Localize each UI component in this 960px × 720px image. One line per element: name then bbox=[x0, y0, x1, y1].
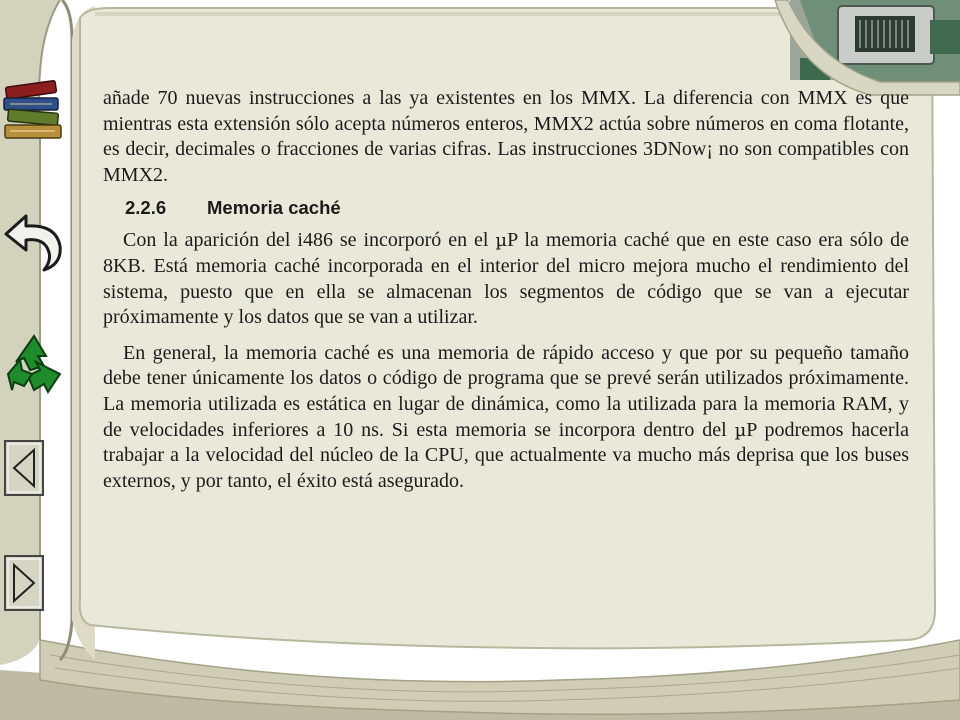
paragraph-text: En general, la memoria caché es una memoria de rápido acceso y que por su pequeño tamaño debe tener únicamente los datos o código de programa que se prevé serán utilizados próximamente. La memoria utilizada es estática en lugar de dinámica, como la utilizada para la memoria RAM, y de velocidades inferiores a 10 ns. Si esta memoria se incorpora dentro del bbox=[103, 341, 909, 441]
recycle-icon[interactable] bbox=[0, 330, 68, 398]
prev-page-icon[interactable] bbox=[4, 440, 44, 496]
paragraph-cache-intro bbox=[103, 228, 909, 330]
section-title: Memoria caché bbox=[207, 197, 341, 219]
next-page-icon[interactable] bbox=[4, 555, 44, 611]
document-body bbox=[103, 86, 909, 494]
books-icon[interactable] bbox=[0, 78, 68, 146]
paragraph-text: P la memoria caché que en este caso era sólo de 8KB. Está memoria caché incorporada en el interior del micro mejora mucho el rendimiento del sistema, puesto que en ella se almacenan los segmentos de código que se van a ejecutar próximamente y los datos que se van a utilizar. bbox=[103, 229, 909, 329]
paragraph-text: Con la aparición del i486 se incorporó en el bbox=[123, 229, 496, 252]
micro-symbol: µ bbox=[495, 230, 508, 252]
section-heading bbox=[125, 194, 909, 222]
intro-paragraph: añade 70 nuevas instrucciones a las ya existentes en los MMX. La diferencia con MMX es que mientras esta extensión sólo acepta números enteros, MMX2 actúa sobre números en coma flotante, es decir, decimales o fracciones de varias cifras. Las instrucciones 3DNow¡ no son compatibles con MMX2. bbox=[103, 87, 909, 186]
micro-symbol: µ bbox=[734, 419, 747, 441]
return-arrow-icon[interactable] bbox=[0, 206, 66, 274]
paragraph-cache-general bbox=[103, 341, 909, 495]
section-number: 2.2.6 bbox=[125, 197, 167, 219]
paragraph-text: P podremos hacerla trabajar a la velocidad del núcleo de la CPU, que actualmente va mucho más deprisa que los buses externos, y por tanto, el éxito está asegurado. bbox=[103, 418, 910, 492]
